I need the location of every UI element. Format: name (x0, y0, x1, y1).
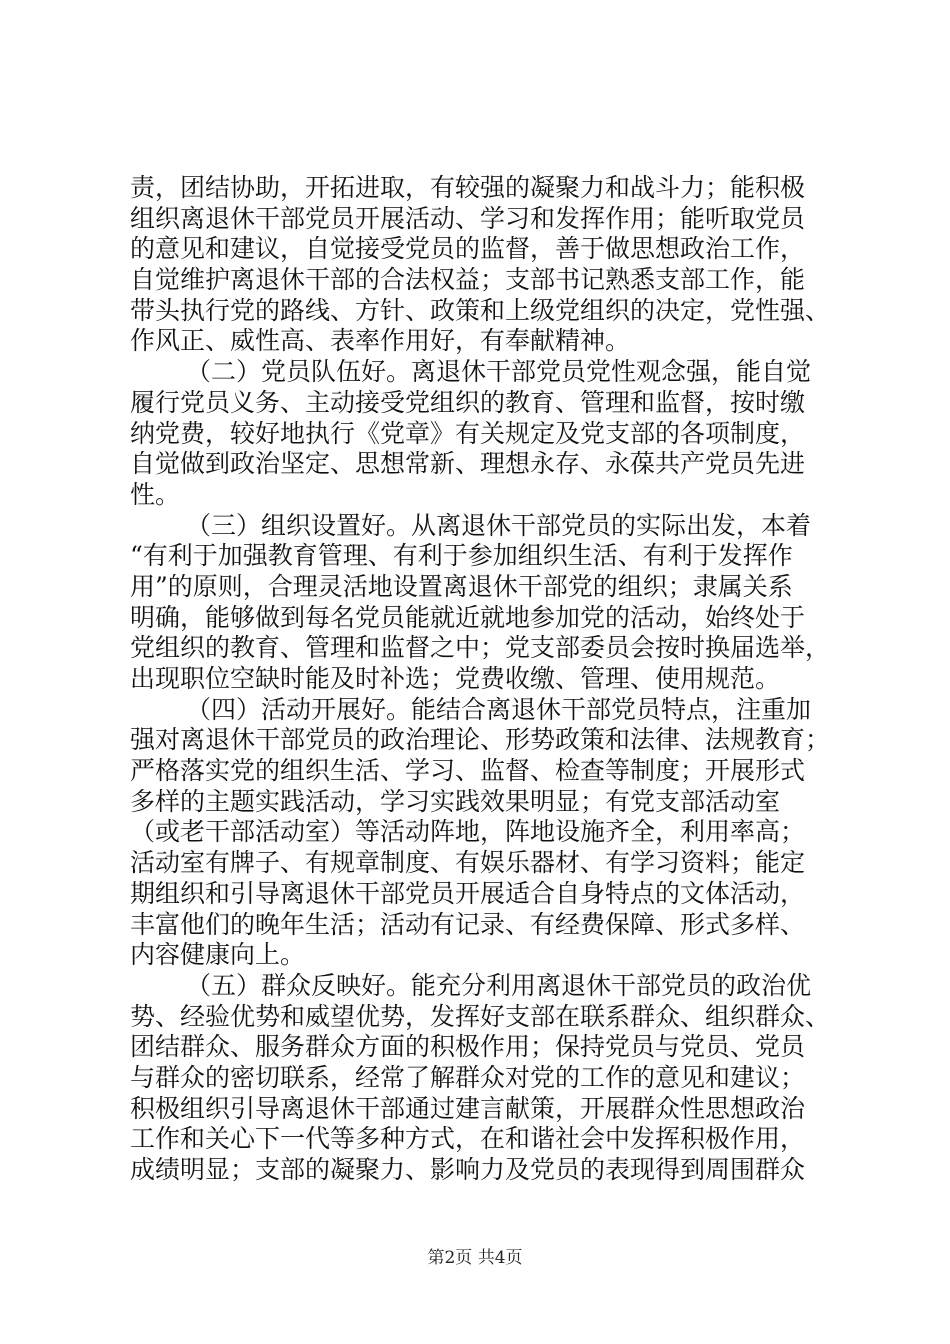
text-line: “有利于加强教育管理、有利于参加组织生活、有利于发挥作 (130, 541, 793, 571)
text-line: 与群众的密切联系，经常了解群众对党的工作的意见和建议； (130, 1062, 806, 1092)
text-line: 内容健康向上。 (130, 940, 306, 970)
text-line: （或老干部活动室）等活动阵地，阵地设施齐全，利用率高； (130, 817, 806, 847)
text-line: 纳党费，较好地执行《党章》有关规定及党支部的各项制度， (130, 418, 806, 448)
text-line: 丰富他们的晚年生活；活动有记录、有经费保障、形式多样、 (130, 909, 806, 939)
text-line: 组织离退休干部党员开展活动、学习和发挥作用；能听取党员 (130, 203, 806, 233)
text-line: 自觉维护离退休干部的合法权益；支部书记熟悉支部工作，能 (130, 265, 806, 295)
text-line: 的意见和建议，自觉接受党员的监督，善于做思想政治工作， (130, 234, 806, 264)
page-footer: 第2页 共4页 (427, 1248, 523, 1268)
text-line: 势、经验优势和威望优势，发挥好支部在联系群众、组织群众、 (130, 1001, 831, 1031)
text-line: 期组织和引导离退休干部党员开展适合自身特点的文体活动， (130, 878, 806, 908)
text-line: 自觉做到政治坚定、思想常新、理想永存、永葆共产党员先进 (130, 449, 806, 479)
text-line: 带头执行党的路线、方针、政策和上级党组织的决定，党性强、 (130, 295, 831, 325)
text-line: 性。 (130, 479, 181, 509)
text-line: 工作和关心下一代等多种方式，在和谐社会中发挥积极作用， (130, 1124, 806, 1154)
text-line: 活动室有牌子、有规章制度、有娱乐器材、有学习资料；能定 (130, 848, 806, 878)
text-line: 成绩明显；支部的凝聚力、影响力及党员的表现得到周围群众 (130, 1155, 806, 1184)
text-line: 责，团结协助，开拓进取，有较强的凝聚力和战斗力；能积极 (130, 173, 806, 202)
text-line: 用”的原则，合理灵活地设置离退休干部党的组织；隶属关系 (130, 571, 793, 601)
body-text (130, 173, 858, 1186)
text-line: 积极组织引导离退休干部通过建言献策，开展群众性思想政治 (130, 1093, 806, 1123)
text-line: （二）党员队伍好。离退休干部党员党性观念强，能自觉 (186, 357, 812, 387)
text-line: 严格落实党的组织生活、学习、监督、检查等制度；开展形式 (130, 756, 806, 786)
text-line: 多样的主题实践活动，学习实践效果明显；有党支部活动室 (130, 786, 781, 816)
text-line: （五）群众反映好。能充分利用离退休干部党员的政治优 (186, 970, 812, 1000)
text-line: 出现职位空缺时能及时补选；党费收缴、管理、使用规范。 (130, 664, 781, 693)
text-line: （三）组织设置好。从离退休干部党员的实际出发，本着 (186, 510, 812, 540)
text-line: 强对离退休干部党员的政治理论、形势政策和法律、法规教育； (130, 725, 831, 755)
text-line: 履行党员义务、主动接受党组织的教育、管理和监督，按时缴 (130, 387, 806, 417)
text-line: 作风正、威性高、表率作用好，有奉献精神。 (130, 326, 631, 356)
text-line: （四）活动开展好。能结合离退休干部党员特点，注重加 (186, 694, 812, 724)
text-line: 党组织的教育、管理和监督之中；党支部委员会按时换届选举， (130, 633, 831, 663)
text-line: 团结群众、服务群众方面的积极作用；保持党员与党员、党员 (130, 1032, 806, 1062)
text-line: 明确，能够做到每名党员能就近就地参加党的活动，始终处于 (130, 602, 806, 632)
